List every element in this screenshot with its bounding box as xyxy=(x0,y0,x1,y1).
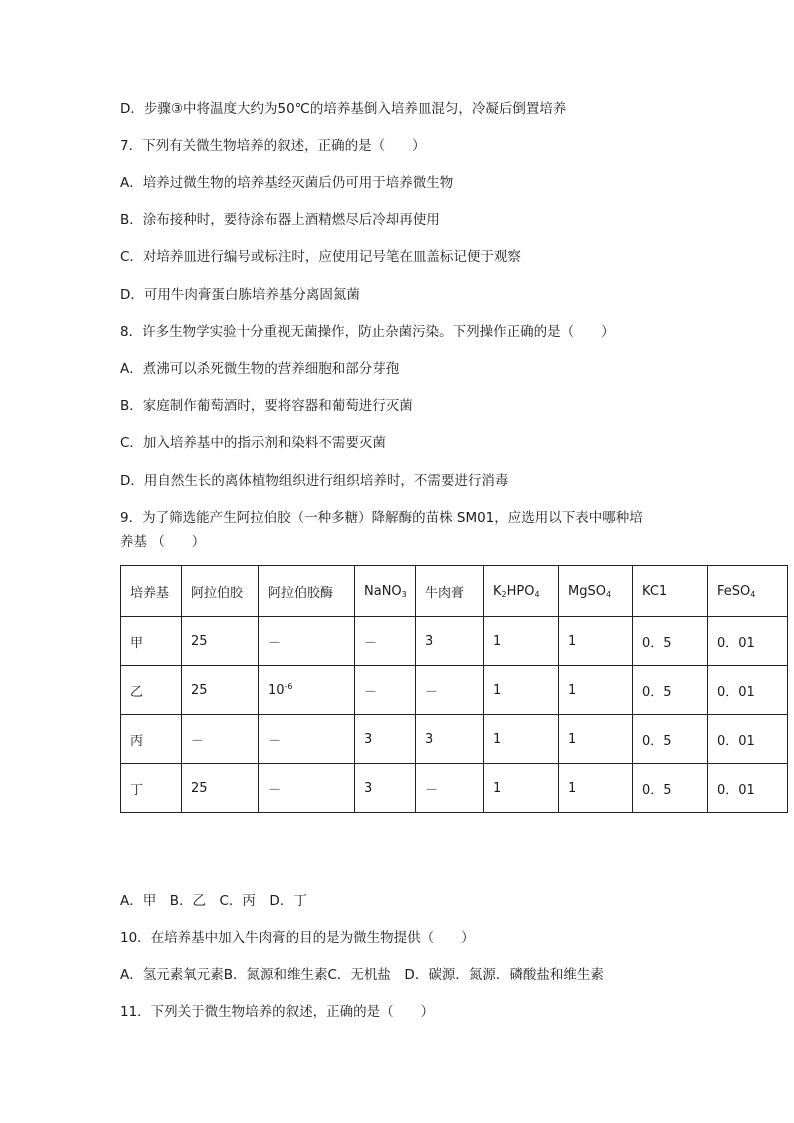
cell-k2hpo4: 1 xyxy=(484,666,559,715)
cell-medium: 乙 xyxy=(121,666,182,715)
cell-k2hpo4: 1 xyxy=(484,617,559,666)
header-feso4: FeSO$_4$ xyxy=(708,566,788,617)
cell-nano3: 3 xyxy=(355,715,416,764)
cell-medium: 甲 xyxy=(121,617,182,666)
q8-stem: 8．许多生物学实验十分重视无菌操作，防止杂菌污染。下列操作正确的是（ ） xyxy=(120,324,615,340)
q8-option-b: B．家庭制作葡萄酒时，要将容器和葡萄进行灭菌 xyxy=(120,398,413,414)
cell-feso4: 0．01 xyxy=(708,715,788,764)
cell-mgso4: 1 xyxy=(559,617,633,666)
q10-stem: 10．在培养基中加入牛肉膏的目的是为微生物提供（ ） xyxy=(120,930,475,946)
cell-enzyme: $10^{-6}$ xyxy=(259,666,355,715)
header-nano3: NaNO$_3$ xyxy=(355,566,416,617)
q9-options: A．甲 B．乙 C．丙 D．丁 xyxy=(120,893,307,909)
cell-beef-extract: － xyxy=(416,666,484,715)
cell-nano3: 3 xyxy=(355,764,416,813)
cell-mgso4: 1 xyxy=(559,715,633,764)
q7-option-d: D．可用牛肉膏蛋白胨培养基分离固氮菌 xyxy=(120,287,360,303)
cell-arabic-gum: － xyxy=(182,715,259,764)
header-medium: 培养基 xyxy=(121,566,182,617)
cell-mgso4: 1 xyxy=(559,764,633,813)
cell-medium: 丁 xyxy=(121,764,182,813)
cell-arabic-gum: 25 xyxy=(182,764,259,813)
cell-kcl: 0．5 xyxy=(633,715,708,764)
q8-option-c: C．加入培养基中的指示剂和染料不需要灭菌 xyxy=(120,435,386,451)
cell-feso4: 0．01 xyxy=(708,764,788,813)
q11-stem: 11．下列关于微生物培养的叙述，正确的是（ ） xyxy=(120,1004,435,1020)
q6-option-d: D．步骤③中将温度大约为50℃的培养基倒入培养皿混匀，冷凝后倒置培养 xyxy=(120,101,567,117)
q7-option-c: C．对培养皿进行编号或标注时，应使用记号笔在皿盖标记便于观察 xyxy=(120,249,521,265)
header-mgso4: MgSO$_4$ xyxy=(559,566,633,617)
header-arabic-gum: 阿拉伯胶 xyxy=(182,566,259,617)
cell-mgso4: 1 xyxy=(559,666,633,715)
q8-option-d: D．用自然生长的离体植物组织进行组织培养时，不需要进行消毒 xyxy=(120,473,509,489)
cell-feso4: 0．01 xyxy=(708,617,788,666)
q9-stem-line1: 9．为了筛选能产生阿拉伯胶（一种多糖）降解酶的苗株 SM01，应选用以下表中哪种培 xyxy=(120,510,643,526)
cell-kcl: 0．5 xyxy=(633,617,708,666)
cell-beef-extract: － xyxy=(416,764,484,813)
cell-kcl: 0．5 xyxy=(633,666,708,715)
q7-option-b: B．涂布接种时，要待涂布器上酒精燃尽后冷却再使用 xyxy=(120,212,440,228)
cell-nano3: － xyxy=(355,617,416,666)
header-kcl: KC1 xyxy=(633,566,708,617)
table-row xyxy=(121,764,788,813)
header-k2hpo4: $K_2HPO_4$ xyxy=(484,566,559,617)
cell-beef-extract: 3 xyxy=(416,715,484,764)
cell-feso4: 0．01 xyxy=(708,666,788,715)
q9-stem-line2: 养基 （ ） xyxy=(120,534,206,550)
header-beef-extract: 牛肉膏 xyxy=(416,566,484,617)
q10-options: A．氢元素氧元素B．氮源和维生素C．无机盐 D．碳源．氮源．磷酸盐和维生素 xyxy=(120,967,604,983)
q7-stem: 7．下列有关微生物培养的叙述，正确的是（ ） xyxy=(120,138,426,154)
cell-kcl: 0．5 xyxy=(633,764,708,813)
q8-option-a: A．煮沸可以杀死微生物的营养细胞和部分芽孢 xyxy=(120,361,400,377)
medium-composition-table xyxy=(120,565,788,813)
table-header-row xyxy=(121,566,788,617)
cell-enzyme: － xyxy=(259,617,355,666)
cell-k2hpo4: 1 xyxy=(484,764,559,813)
cell-enzyme: － xyxy=(259,715,355,764)
table-row xyxy=(121,715,788,764)
cell-beef-extract: 3 xyxy=(416,617,484,666)
cell-k2hpo4: 1 xyxy=(484,715,559,764)
cell-arabic-gum: 25 xyxy=(182,617,259,666)
q7-option-a: A．培养过微生物的培养基经灭菌后仍可用于培养微生物 xyxy=(120,175,454,191)
cell-enzyme: － xyxy=(259,764,355,813)
table-row xyxy=(121,617,788,666)
table-row xyxy=(121,666,788,715)
header-arabic-gum-enzyme: 阿拉伯胶酶 xyxy=(259,566,355,617)
cell-medium: 丙 xyxy=(121,715,182,764)
cell-nano3: － xyxy=(355,666,416,715)
cell-arabic-gum: 25 xyxy=(182,666,259,715)
